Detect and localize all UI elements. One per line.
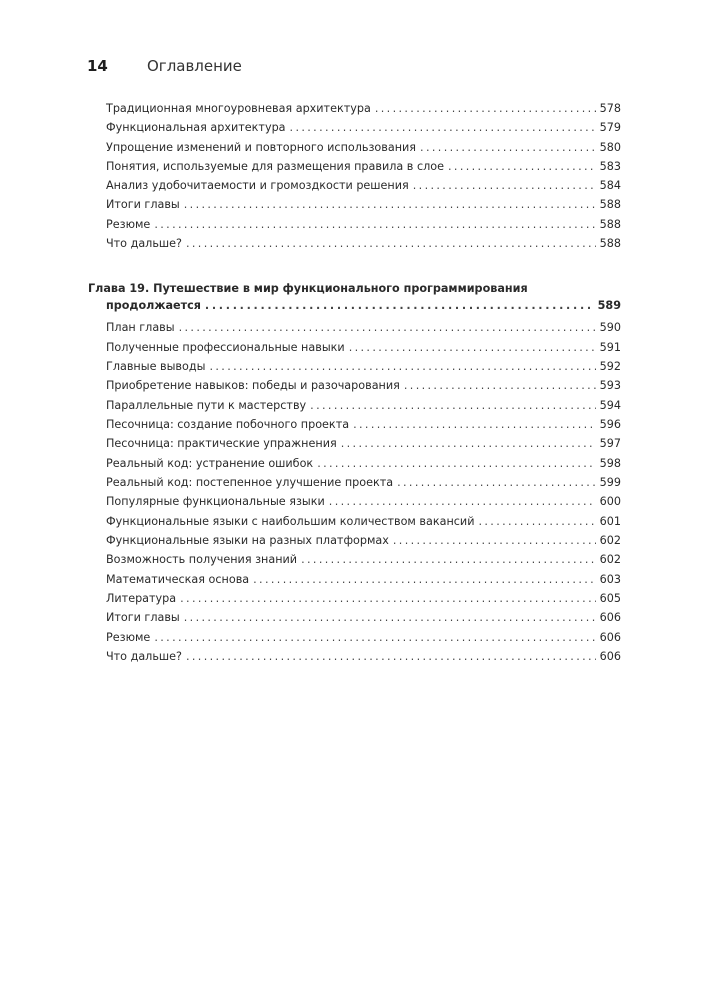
toc-entry-title: Резюме — [106, 218, 151, 231]
running-title: Оглавление — [147, 57, 242, 75]
leader-dots — [329, 495, 596, 509]
toc-entry-title: Популярные функциональные языки — [106, 495, 325, 508]
toc-entry[interactable] — [106, 218, 621, 232]
leader-dots — [154, 631, 595, 645]
toc-entry-page: 602 — [599, 534, 621, 547]
leader-dots — [478, 515, 595, 529]
toc-entry-page: 600 — [599, 495, 621, 508]
toc-entry-page: 606 — [599, 631, 621, 644]
leader-dots — [317, 457, 595, 471]
toc-entry-page: 599 — [599, 476, 621, 489]
toc-entry-title: Параллельные пути к мастерству — [106, 399, 307, 412]
toc-entry[interactable] — [106, 141, 621, 155]
toc-entry-title: Математическая основа — [106, 573, 250, 586]
toc-entry-title: Песочница: практические упражнения — [106, 437, 337, 450]
chapter-heading-continued[interactable] — [106, 299, 621, 313]
toc-entry[interactable] — [106, 457, 621, 471]
leader-dots — [186, 650, 596, 664]
toc-entry[interactable] — [106, 102, 621, 116]
toc-entry-page: 597 — [599, 437, 621, 450]
toc-entry[interactable] — [106, 495, 621, 509]
toc-entry-title: Песочница: создание побочного проекта — [106, 418, 350, 431]
toc-entry-title: Функциональные языки с наибольшим количеством вакансий — [106, 515, 475, 528]
leader-dots — [186, 237, 596, 251]
toc-entry-page: 588 — [599, 198, 621, 211]
toc-entry[interactable] — [106, 534, 621, 548]
chapter-heading-title: продолжается — [106, 299, 201, 312]
toc-entry-title: Итоги главы — [106, 198, 180, 211]
toc-entry-page: 583 — [599, 160, 621, 173]
page-header — [87, 57, 242, 75]
toc-entry-title: Понятия, используемые для размещения правила в слое — [106, 160, 444, 173]
toc-entry[interactable] — [106, 321, 621, 335]
toc-entry-page: 598 — [599, 457, 621, 470]
leader-dots — [341, 437, 596, 451]
leader-dots — [301, 553, 596, 567]
toc-entry[interactable] — [106, 611, 621, 625]
leader-dots — [375, 102, 596, 116]
toc-entry-page: 606 — [599, 650, 621, 663]
leader-dots — [393, 534, 596, 548]
toc-entry-page: 601 — [599, 515, 621, 528]
toc-entry-title: Приобретение навыков: победы и разочарования — [106, 379, 400, 392]
page-number: 14 — [87, 57, 108, 75]
toc-entry-title: Анализ удобочитаемости и громоздкости решения — [106, 179, 409, 192]
leader-dots — [209, 360, 595, 374]
toc-entry-title: Что дальше? — [106, 237, 182, 250]
toc-entry-page: 584 — [599, 179, 621, 192]
toc-entry-page: 596 — [599, 418, 621, 431]
toc-entry-title: Что дальше? — [106, 650, 182, 663]
toc-entry[interactable] — [106, 573, 621, 587]
leader-dots — [184, 198, 596, 212]
leader-dots — [413, 179, 596, 193]
toc-entry[interactable] — [106, 418, 621, 432]
toc-entry-page: 602 — [599, 553, 621, 566]
toc-entry-page: 580 — [599, 141, 621, 154]
chapter-heading[interactable]: Глава 19. Путешествие в мир функционального программирования — [88, 282, 528, 295]
leader-dots — [179, 321, 596, 335]
toc-entry[interactable] — [106, 160, 621, 174]
toc-entry[interactable] — [106, 360, 621, 374]
toc-entry[interactable] — [106, 341, 621, 355]
toc-entry[interactable] — [106, 515, 621, 529]
toc-entry-page: 603 — [599, 573, 621, 586]
chapter-page: 589 — [597, 299, 621, 312]
toc-entry-title: Полученные профессиональные навыки — [106, 341, 345, 354]
toc-entry-title: Резюме — [106, 631, 151, 644]
leader-dots — [253, 573, 596, 587]
leader-dots — [420, 141, 596, 155]
leader-dots — [184, 611, 596, 625]
leader-dots — [448, 160, 596, 174]
toc-entry-title: Функциональные языки на разных платформах — [106, 534, 389, 547]
toc-entry-page: 594 — [599, 399, 621, 412]
toc-entry-page: 578 — [599, 102, 621, 115]
leader-dots — [404, 379, 596, 393]
leader-dots — [349, 341, 596, 355]
toc-entry-page: 593 — [599, 379, 621, 392]
leader-dots — [290, 121, 596, 135]
toc-entry-title: Итоги главы — [106, 611, 180, 624]
toc-entry-page: 579 — [599, 121, 621, 134]
leader-dots — [310, 399, 595, 413]
toc-entry-page: 588 — [599, 218, 621, 231]
toc-entry-page: 592 — [599, 360, 621, 373]
toc-entry-title: Функциональная архитектура — [106, 121, 286, 134]
toc-entry-title: Традиционная многоуровневая архитектура — [106, 102, 371, 115]
toc-entry[interactable] — [106, 121, 621, 135]
toc-entry-page: 590 — [599, 321, 621, 334]
toc-entry[interactable] — [106, 631, 621, 645]
toc-entry-title: План главы — [106, 321, 175, 334]
leader-dots — [353, 418, 596, 432]
toc-entry-page: 605 — [599, 592, 621, 605]
toc-entry[interactable] — [106, 553, 621, 567]
toc-entry-title: Реальный код: устранение ошибок — [106, 457, 314, 470]
toc-entry-title: Литература — [106, 592, 177, 605]
toc-entry[interactable] — [106, 179, 621, 193]
toc-entry-title: Упрощение изменений и повторного использования — [106, 141, 417, 154]
toc-entry[interactable] — [106, 650, 621, 664]
toc-entry[interactable] — [106, 476, 621, 490]
toc-entry-title: Возможность получения знаний — [106, 553, 298, 566]
toc-entry[interactable] — [106, 592, 621, 606]
toc-entry-title: Главные выводы — [106, 360, 206, 373]
toc-entry[interactable] — [106, 437, 621, 451]
leader-dots — [205, 299, 594, 313]
toc-entry[interactable] — [106, 399, 621, 413]
toc-entry[interactable] — [106, 379, 621, 393]
toc-entry-title: Реальный код: постепенное улучшение проекта — [106, 476, 394, 489]
leader-dots — [397, 476, 596, 490]
toc-entry-page: 591 — [599, 341, 621, 354]
toc-entry[interactable] — [106, 237, 621, 251]
toc-entry-page: 606 — [599, 611, 621, 624]
leader-dots — [154, 218, 595, 232]
toc-entry-page: 588 — [599, 237, 621, 250]
leader-dots — [180, 592, 596, 606]
toc-entry[interactable] — [106, 198, 621, 212]
